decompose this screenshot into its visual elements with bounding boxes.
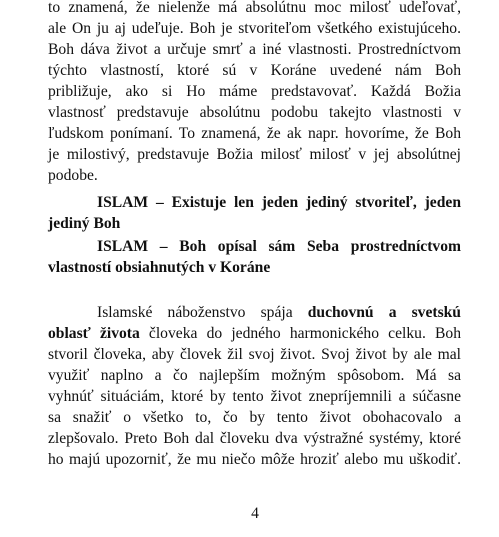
page-number: 4 bbox=[251, 505, 259, 522]
paragraph-2-line: zlepšovalo. Preto Boh dal človeku dva výstražné systémy, ktoré bbox=[48, 430, 461, 447]
paragraph-2-line: vyhnúť situáciám, ktoré by tento život znepríjemnili a súčasne bbox=[48, 388, 461, 405]
heading-2-line-1: ISLAM – Boh opísal sám Seba prostredníctvom bbox=[97, 238, 461, 255]
paragraph-2-line bbox=[48, 323, 461, 344]
heading-1-line-1: ISLAM – Existuje len jeden jediný stvoriteľ, jeden bbox=[97, 194, 461, 211]
paragraph-2-line: sa snažiť o všetko to, čo by tento život obohacovalo a bbox=[48, 409, 461, 426]
paragraph-2-emphasis: oblasť života bbox=[48, 325, 140, 342]
paragraph-1-line: podobe. bbox=[48, 167, 98, 184]
paragraph-1-line: vlastnosť predstavuje absolútnu podobu takejto vlastnosti v bbox=[48, 104, 461, 121]
paragraph-1-line: týchto vlastností, ktoré sú v Koráne uvedené nám Boh bbox=[48, 62, 461, 79]
paragraph-2-emphasis: duchovnú a svetskú bbox=[307, 304, 461, 321]
paragraph-1-line: ale On ju aj udeľuje. Boh je stvoriteľom všetkého existujúceho. bbox=[48, 20, 461, 37]
paragraph-2-line: stvoril človeka, aby človek žil svoj život. Svoj život by ale mal bbox=[48, 346, 461, 363]
heading-1-line-2: jediný Boh bbox=[48, 215, 121, 232]
paragraph-2-line: využiť naplno a čo najlepším možným spôsobom. Má sa bbox=[48, 367, 461, 384]
paragraph-1-line: približuje, ako si Ho máme predstavovať. Každá Božia bbox=[48, 83, 461, 100]
heading-2-line-2: vlastností obsiahnutých v Koráne bbox=[48, 259, 271, 276]
paragraph-2-text: Islamské náboženstvo spája bbox=[97, 304, 308, 321]
paragraph-1-line: ľudskom ponímaní. To znamená, že ak napr. hovoríme, že Boh bbox=[48, 125, 461, 142]
paragraph-1-line: Boh dáva život a určuje smrť a iné vlastnosti. Prostredníctvom bbox=[48, 41, 461, 58]
paragraph-2-line bbox=[97, 302, 461, 323]
paragraph-2-text: človeka do jedného harmonického celku. Boh bbox=[139, 325, 461, 342]
paragraph-1-line: to znamená, že nielenže má absolútnu moc milosť udeľovať, bbox=[48, 0, 461, 16]
paragraph-2-line: ho majú upozorniť, že mu niečo môže hroziť alebo mu uškodiť. bbox=[48, 451, 461, 468]
paragraph-1-line: je milostivý, predstavuje Božia milosť milosť v jej absolútnej bbox=[48, 146, 461, 163]
